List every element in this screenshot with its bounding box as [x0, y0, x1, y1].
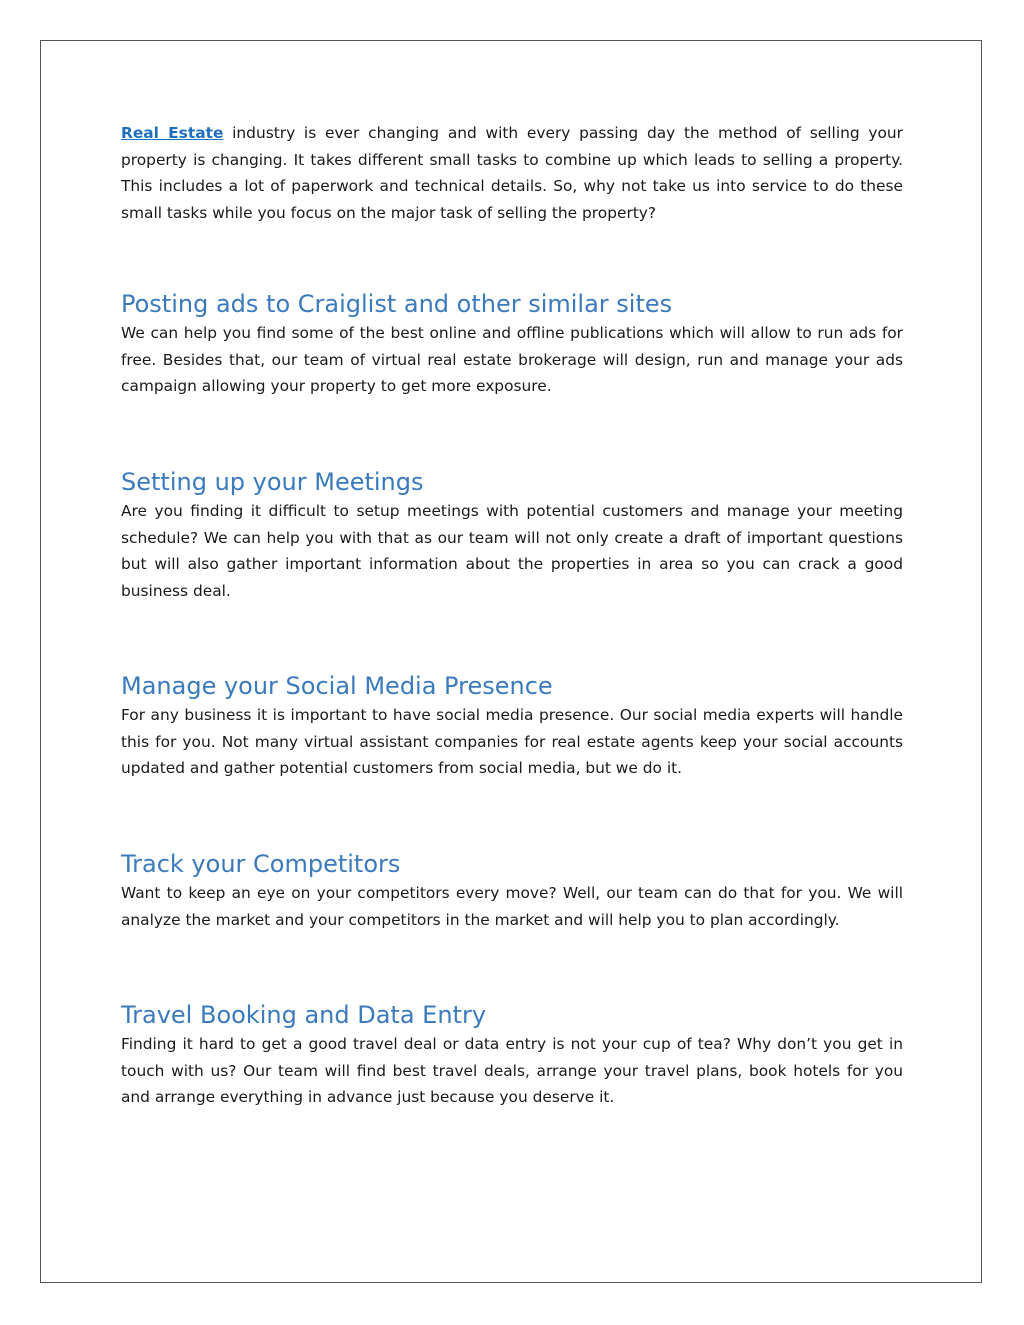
section-heading: Setting up your Meetings — [121, 468, 424, 496]
section-meetings — [121, 466, 903, 604]
section-body: Are you finding it difficult to setup meetings with potential customers and manage your meeting schedule? We can help you with that as our team will not only create a draft of important questions but will also gather important information about the properties in area so you can crack a good business deal. — [121, 502, 903, 600]
section-heading: Manage your Social Media Presence — [121, 672, 553, 700]
section-body: Finding it hard to get a good travel deal or data entry is not your cup of tea? Why don’t you get in touch with us? Our team will find best travel deals, arrange your travel plans, book hotels for you and arrange everything in advance just because you deserve it. — [121, 1035, 903, 1106]
section-posting-ads — [121, 288, 903, 400]
section-body: We can help you find some of the best online and offline publications which will allow to run ads for free. Besides that, our team of virtual real estate brokerage will design, run and manage your ads campaign allowing your property to get more exposure. — [121, 324, 903, 395]
intro-paragraph — [121, 120, 903, 226]
section-body: For any business it is important to have social media presence. Our social media experts will handle this for you. Not many virtual assistant companies for real estate agents keep your social accounts updated and gather potential customers from social media, but we do it. — [121, 706, 903, 777]
section-heading: Travel Booking and Data Entry — [121, 1001, 487, 1029]
real-estate-link[interactable]: Real Estate — [121, 124, 224, 142]
section-competitors — [121, 848, 903, 933]
document-content — [121, 120, 903, 1106]
section-heading: Posting ads to Craiglist and other similar sites — [121, 290, 673, 318]
section-heading: Track your Competitors — [121, 850, 401, 878]
section-body: Want to keep an eye on your competitors every move? Well, our team can do that for you. We will analyze the market and your competitors in the market and will help you to plan accordingly. — [121, 884, 903, 929]
intro-text: industry is ever changing and with every passing day the method of selling your property is changing. It takes different small tasks to combine up which leads to selling a property. This includes a lot of paperwork and technical details. So, why not take us into service to do these small tasks while you focus on the major task of selling the property? — [121, 124, 903, 222]
section-travel-booking — [121, 999, 903, 1111]
section-social-media — [121, 670, 903, 782]
